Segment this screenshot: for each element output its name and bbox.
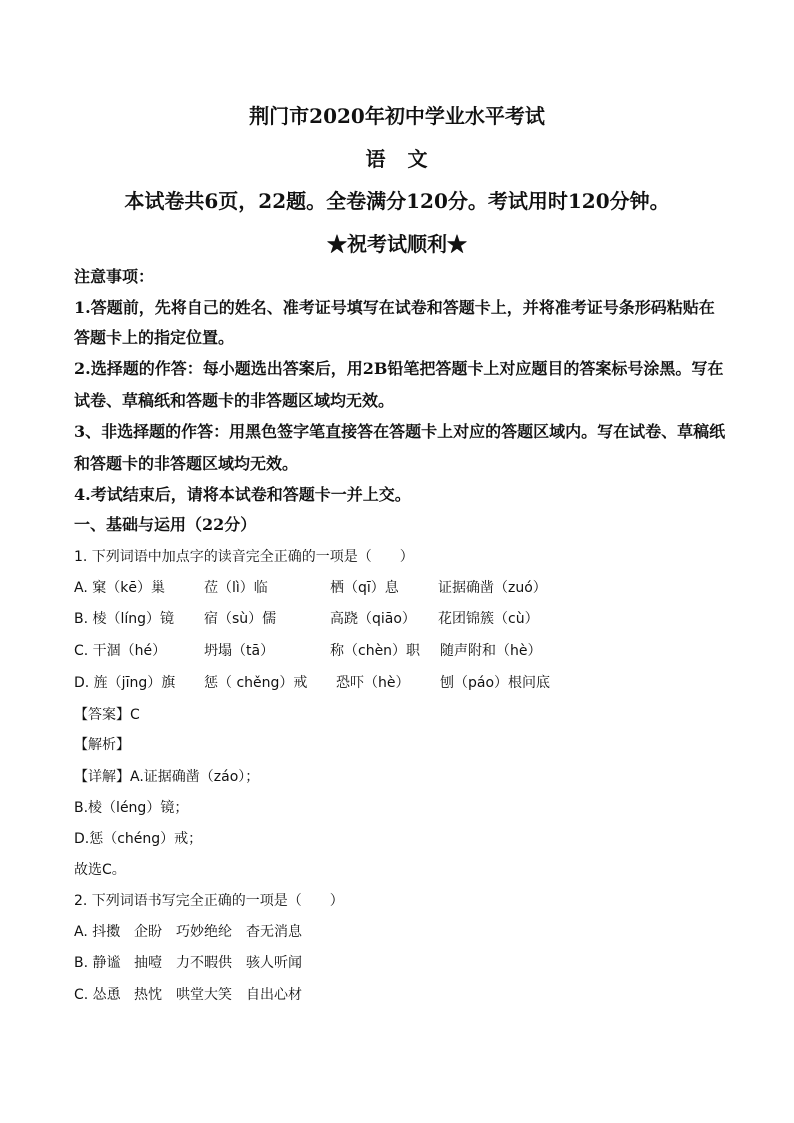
q2-c-4: 自出心材 [246, 987, 302, 1003]
q1-b-4: 花团锦簇（cù） [438, 611, 539, 627]
q1-c-4: 随声附和（hè） [440, 643, 542, 659]
q1-b-3: 高跷（qiāo） [330, 611, 416, 627]
q1-a-2: 莅（lì）临 [204, 580, 268, 596]
q1-d-1: D. 旌（jīng）旗 [74, 675, 176, 691]
q1-answer [74, 704, 140, 724]
detail-line-2: B.棱（léng）镜； [74, 800, 189, 816]
q1-c-2: 坍塌（tā） [204, 643, 275, 659]
q1-d-4: 刨（páo）根问底 [440, 675, 551, 691]
notice-heading: 注意事项： [74, 267, 155, 286]
q1-d-2: 惩（ chěng）戒 [204, 675, 308, 691]
notice-item1-line2: 答题卡上的指定位置。 [74, 328, 235, 347]
q1-c-3: 称（chèn）职 [330, 643, 421, 659]
q2-a-4: 杳无消息 [246, 924, 302, 940]
exam-title: 荆门市2020年初中学业水平考试 [249, 104, 545, 128]
answer-tag: 【答案】 [74, 707, 130, 723]
q1-b-2: 宿（sù）儒 [204, 611, 277, 627]
q2-a-3: 巧妙绝纶 [176, 924, 232, 940]
q2-b-3: 力不暇供 [176, 955, 232, 971]
section1-heading: 一、基础与运用（22分） [74, 515, 257, 534]
notice-item3-line2: 和答题卡的非答题区域均无效。 [74, 454, 299, 473]
detail-line-3: D.惩（chéng）戒； [74, 831, 203, 847]
q1-c-1: C. 干涸（hé） [74, 643, 167, 659]
notice-item1-line1: 1.答题前，先将自己的姓名、准考证号填写在试卷和答题卡上，并将准考证号条形码粘贴在 [74, 298, 715, 317]
q2-a-1: A. 抖擞 [74, 924, 121, 940]
q1-b-1: B. 棱（líng）镜 [74, 611, 175, 627]
q2-a-2: 企盼 [134, 924, 162, 940]
notice-item2-line2: 试卷、草稿纸和答题卡的非答题区域均无效。 [74, 391, 395, 410]
notice-item3-line1: 3、非选择题的作答：用黑色签字笔直接答在答题卡上对应的答题区域内。写在试卷、草稿纸 [74, 422, 726, 441]
q1-detail [74, 766, 259, 786]
exam-wish: ★祝考试顺利★ [327, 232, 467, 256]
q2-stem: 2. 下列词语书写完全正确的一项是（ ） [74, 893, 344, 909]
detail-tag: 【详解】 [74, 769, 130, 785]
notice-item4: 4.考试结束后，请将本试卷和答题卡一并上交。 [74, 485, 411, 504]
q2-b-1: B. 静谧 [74, 955, 121, 971]
q2-c-2: 热忱 [134, 987, 162, 1003]
q1-a-4: 证据确凿（zuó） [438, 580, 547, 596]
notice-item2-line1: 2.选择题的作答：每小题选出答案后，用2B铅笔把答题卡上对应题目的答案标号涂黑。写在 [74, 359, 724, 378]
exam-info: 本试卷共6页，22题。全卷满分120分。考试用时120分钟。 [124, 189, 670, 213]
q2-b-2: 抽噎 [134, 955, 162, 971]
q1-d-3: 恐吓（hè） [336, 675, 410, 691]
q1-conclusion: 故选C。 [74, 862, 126, 878]
q1-a-1: A. 窠（kē）巢 [74, 580, 165, 596]
q1-analysis-tag: 【解析】 [74, 737, 130, 753]
q2-c-3: 哄堂大笑 [176, 987, 232, 1003]
answer-value: C [130, 707, 140, 723]
q2-b-4: 骇人听闻 [246, 955, 302, 971]
exam-subject: 语 文 [365, 147, 429, 171]
q1-stem: 1. 下列词语中加点字的读音完全正确的一项是（ ） [74, 549, 414, 565]
detail-line-1: A.证据确凿（záo）； [130, 769, 260, 785]
q1-a-3: 栖（qī）息 [330, 580, 399, 596]
q2-c-1: C. 怂恿 [74, 987, 121, 1003]
